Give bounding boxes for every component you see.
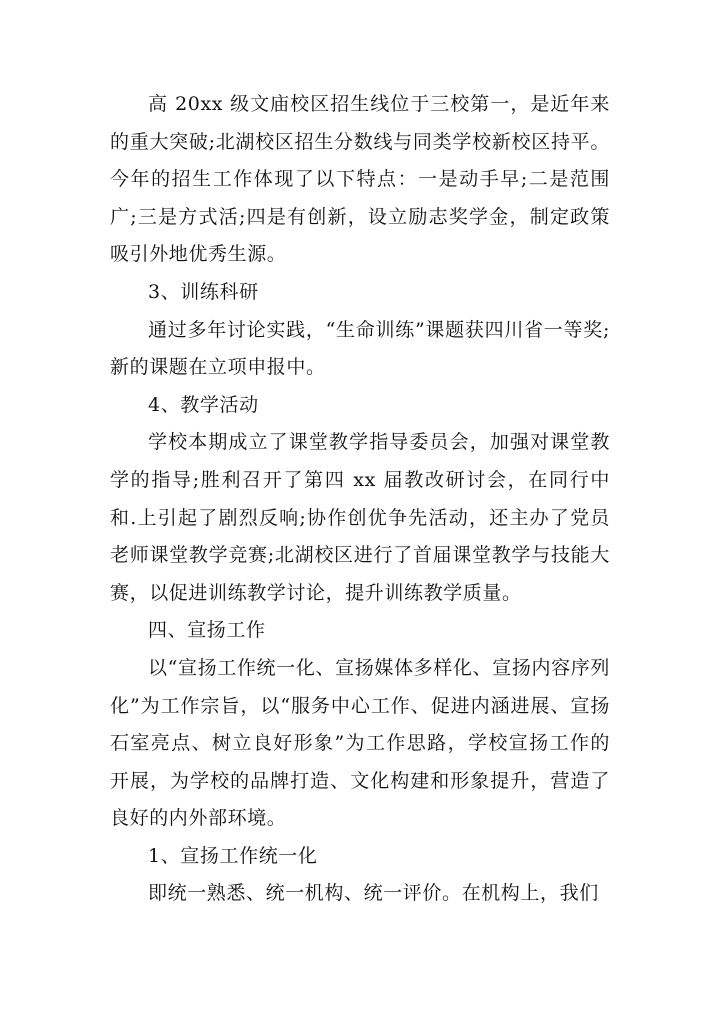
paragraph-enrollment: 高 20xx 级文庙校区招生线位于三校第一，是近年来的重大突破;北湖校区招生分数线与同类学校新校区持平。今年的招生工作体现了以下特点：一是动手早;二是范围广;三是方式活;四是有创新，设立励志奖学金，制定政策吸引外地优秀生源。 <box>110 93 610 266</box>
paragraph-research: 通过多年讨论实践，“生命训练”课题获四川省一等奖;新的课题在立项申报中。 <box>110 318 610 379</box>
paragraph-unification: 即统一熟悉、统一机构、统一评价。在机构上，我们 <box>148 882 599 905</box>
paragraph-teaching: 学校本期成立了课堂教学指导委员会，加强对课堂教学的指导;胜利召开了第四 xx 届教改研讨会，在同行中和.上引起了剧烈反响;协作创优争先活动，还主办了党员老师课堂教学竞赛;北湖校区进行了首届课堂教学与技能大赛，以促进训练教学讨论，提升训练教学质量。 <box>110 431 610 604</box>
document-body <box>110 86 610 913</box>
heading-publicity-work: 四、宣扬工作 <box>148 619 266 642</box>
heading-publicity-unification: 1、宣扬工作统一化 <box>148 844 318 867</box>
heading-training-research: 3、训练科研 <box>148 280 259 303</box>
heading-teaching-activities: 4、教学活动 <box>148 393 259 416</box>
paragraph-publicity: 以“宣扬工作统一化、宣扬媒体多样化、宣扬内容序列化”为工作宗旨，以“服务中心工作、促进内涵进展、宣扬石室亮点、树立良好形象”为工作思路，学校宣扬工作的开展，为学校的品牌打造、文化构建和形象提升，营造了良好的内外部环境。 <box>110 656 610 830</box>
